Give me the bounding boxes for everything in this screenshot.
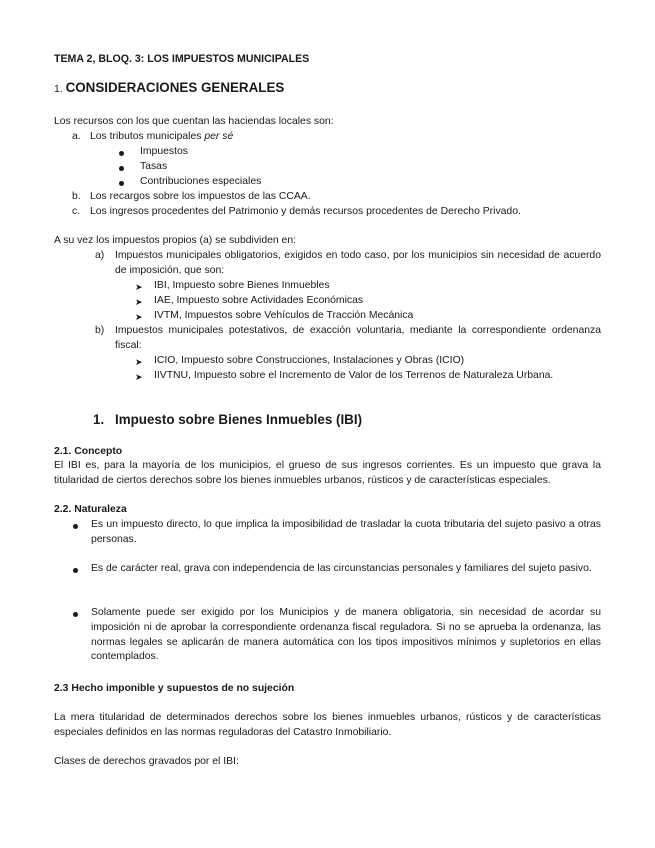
list-item: Los ingresos procedentes del Patrimonio y demás recursos procedentes de Derecho Privado. [90,206,521,217]
document-title: TEMA 2, BLOQ. 3: LOS IMPUESTOS MUNICIPALES [54,53,310,65]
list-marker: a. [72,131,81,142]
arrow-bullet-icon: ➤ [135,312,143,322]
bullet-icon [73,524,78,529]
list-item: Tasas [140,161,168,172]
list-item: Impuestos municipales obligatorios, exigidos en todo caso, por los municipios sin necesidad de acuerdo de imposición, que son: [115,250,601,276]
arrow-bullet-icon: ➤ [135,297,143,307]
bullet-icon [73,568,78,573]
bullet-icon [119,181,124,186]
list-item: Solamente puede ser exigido por los Municipios y de manera obligatoria, sin necesidad de acordar su imposición ni de aprobar la correspondiente ordenanza fiscal reguladora. Si no se aprueba la ordenanza, las normas legales se aplicarán de manera automática con los tipos impositivos mínimos y supletorios en ellas contemplados. [91,607,601,663]
list-item: IBI, Impuesto sobre Bienes Inmuebles [154,280,330,291]
intro-paragraph: Los recursos con los que cuentan las haciendas locales son: [54,116,334,127]
section-number: 1. [93,412,105,427]
list-marker: b. [72,191,81,202]
list-item: ICIO, Impuesto sobre Construcciones, Instalaciones y Obras (ICIO) [154,355,465,366]
arrow-bullet-icon: ➤ [135,357,143,367]
list-marker: a) [95,250,105,261]
subsection-title: 2.2. Naturaleza [54,504,127,515]
list-item: IVTM, Impuestos sobre Vehículos de Tracción Mecánica [154,310,414,321]
paragraph: La mera titularidad de determinados derechos sobre los bienes inmuebles urbanos, rústicos y de características especiales definidos en las normas reguladoras del Catastro Inmobiliario. [54,712,601,738]
paragraph: A su vez los impuestos propios (a) se subdividen en: [54,235,296,246]
section-title: Impuesto sobre Bienes Inmuebles (IBI) [115,412,363,427]
subsection-title: 2.1. Concepto [54,446,123,457]
section-title: CONSIDERACIONES GENERALES [65,80,285,95]
list-item: Impuestos [140,146,188,157]
subsection-title: 2.3 Hecho imponible y supuestos de no sujeción [54,683,295,694]
section-heading [54,81,284,98]
bullet-icon [119,166,124,171]
paragraph: El IBI es, para la mayoría de los municipios, el grueso de sus ingresos corrientes. Es un impuesto que grava la titularidad de ciertos derechos sobre los bienes inmuebles urbanos, rústicos y de características especiales. [54,460,601,486]
list-item: Los tributos municipales per sé [90,131,234,142]
section-number: 1. [54,84,63,95]
list-marker: b) [95,325,105,336]
list-item: Contribuciones especiales [140,176,262,187]
arrow-bullet-icon: ➤ [135,372,143,382]
list-item: IIVTNU, Impuesto sobre el Incremento de Valor de los Terrenos de Naturaleza Urbana. [154,370,554,381]
paragraph: Clases de derechos gravados por el IBI: [54,756,239,767]
arrow-bullet-icon: ➤ [135,282,143,292]
list-item: Impuestos municipales potestativos, de exacción voluntaria, mediante la correspondiente ordenanza fiscal: [115,325,601,351]
list-item: Es un impuesto directo, lo que implica la imposibilidad de trasladar la cuota tributaria del sujeto pasivo a otras personas. [91,519,601,545]
bullet-icon [119,151,124,156]
list-item: Es de carácter real, grava con independencia de las circunstancias personales y familiares del sujeto pasivo. [91,563,592,574]
list-marker: c. [72,206,81,217]
list-item: IAE, Impuesto sobre Actividades Económicas [154,295,364,306]
list-item: Los recargos sobre los impuestos de las CCAA. [90,191,311,202]
bullet-icon [73,612,78,617]
